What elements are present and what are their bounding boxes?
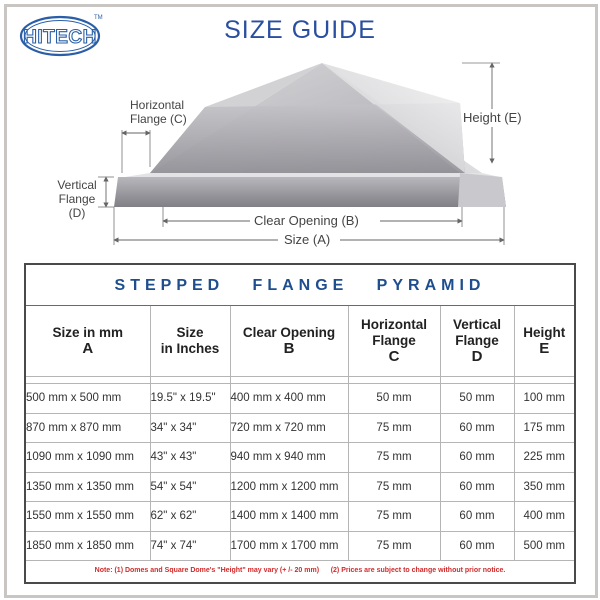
cell-vertical-flange: 50 mm <box>440 384 514 414</box>
label-vertical-flange <box>57 178 97 220</box>
table-row <box>26 531 574 561</box>
cell-height: 225 mm <box>514 443 574 473</box>
header-height-letter: E <box>539 340 550 357</box>
cell-horizontal-flange: 75 mm <box>348 531 440 561</box>
cell-vertical-flange: 60 mm <box>440 443 514 473</box>
spacer-cell <box>26 377 150 384</box>
label-size: Size (A) <box>284 232 331 247</box>
label-horizontal-flange-line2: Flange (C) <box>130 112 187 126</box>
header-vertical-flange-line2: Flange <box>455 333 499 348</box>
header-size-mm-label: Size in mm <box>52 325 124 340</box>
cell-clear-opening: 720 mm x 720 mm <box>230 413 348 443</box>
spacer-cell <box>440 377 514 384</box>
table-row <box>26 413 574 443</box>
spacer-cell <box>230 377 348 384</box>
cell-size-mm: 1350 mm x 1350 mm <box>26 472 150 502</box>
spacer-cell <box>514 377 574 384</box>
trademark-symbol: TM <box>94 15 103 21</box>
cell-clear-opening: 1400 mm x 1400 mm <box>230 502 348 532</box>
header-horizontal-flange-letter: C <box>388 348 400 365</box>
cell-size-mm: 870 mm x 870 mm <box>26 413 150 443</box>
label-vertical-flange-line3: (D) <box>68 206 86 220</box>
table-row <box>26 443 574 473</box>
cell-size-inches: 19.5" x 19.5" <box>150 384 230 414</box>
title-word-size: SIZE <box>224 16 284 44</box>
header-spacer <box>26 377 574 384</box>
cell-size-mm: 500 mm x 500 mm <box>26 384 150 414</box>
cell-size-inches: 62" x 62" <box>150 502 230 532</box>
header-row <box>26 306 574 377</box>
label-height: Height (E) <box>463 110 522 125</box>
header-size-mm-letter: A <box>82 340 94 357</box>
header-height <box>514 306 574 377</box>
cell-size-inches: 34" x 34" <box>150 413 230 443</box>
cell-height: 175 mm <box>514 413 574 443</box>
header-size-inches <box>150 306 230 377</box>
label-horizontal-flange <box>130 98 187 126</box>
header-horizontal-flange-line2: Flange <box>372 333 416 348</box>
pyramid-diagram <box>0 55 600 255</box>
cell-size-mm: 1090 mm x 1090 mm <box>26 443 150 473</box>
cell-vertical-flange: 60 mm <box>440 413 514 443</box>
spacer-cell <box>150 377 230 384</box>
header-vertical-flange-letter: D <box>471 348 483 365</box>
page-title <box>0 16 600 45</box>
table-title: STEPPED FLANGE PYRAMID <box>26 265 574 306</box>
spacer-cell <box>348 377 440 384</box>
cell-horizontal-flange: 75 mm <box>348 413 440 443</box>
cell-vertical-flange: 60 mm <box>440 472 514 502</box>
cell-horizontal-flange: 75 mm <box>348 443 440 473</box>
cell-size-mm: 1850 mm x 1850 mm <box>26 531 150 561</box>
cell-height: 400 mm <box>514 502 574 532</box>
size-table <box>24 263 576 584</box>
table-row <box>26 502 574 532</box>
header-vertical-flange-line1: Vertical <box>452 317 502 332</box>
header-vertical-flange <box>440 306 514 377</box>
label-clear-opening: Clear Opening (B) <box>254 213 359 228</box>
header-size-mm <box>26 306 150 377</box>
cell-height: 500 mm <box>514 531 574 561</box>
cell-size-inches: 54" x 54" <box>150 472 230 502</box>
cell-size-inches: 74" x 74" <box>150 531 230 561</box>
cell-size-inches: 43" x 43" <box>150 443 230 473</box>
svg-text:HITECH: HITECH <box>23 27 97 48</box>
title-word-guide: GUIDE <box>291 16 376 44</box>
cell-clear-opening: 1700 mm x 1700 mm <box>230 531 348 561</box>
header-horizontal-flange <box>348 306 440 377</box>
footnote: Note: (1) Domes and Square Dome's "Height" may vary (+ /- 20 mm) (2) Prices are subject to change without prior notice. <box>94 567 506 574</box>
cell-size-mm: 1550 mm x 1550 mm <box>26 502 150 532</box>
header-horizontal-flange-line1: Horizontal <box>361 317 427 332</box>
cell-horizontal-flange: 50 mm <box>348 384 440 414</box>
cell-clear-opening: 400 mm x 400 mm <box>230 384 348 414</box>
cell-clear-opening: 1200 mm x 1200 mm <box>230 472 348 502</box>
size-grid <box>26 306 574 561</box>
cell-clear-opening: 940 mm x 940 mm <box>230 443 348 473</box>
header-size-inches-line2: in Inches <box>160 341 220 356</box>
cell-vertical-flange: 60 mm <box>440 531 514 561</box>
cell-horizontal-flange: 75 mm <box>348 472 440 502</box>
table-row <box>26 472 574 502</box>
table-row <box>26 384 574 414</box>
label-horizontal-flange-line1: Horizontal <box>130 98 185 112</box>
label-vertical-flange-line2: Flange <box>58 192 96 206</box>
cell-height: 350 mm <box>514 472 574 502</box>
label-vertical-flange-line1: Vertical <box>57 178 97 192</box>
cell-horizontal-flange: 75 mm <box>348 502 440 532</box>
cell-height: 100 mm <box>514 384 574 414</box>
header-size-inches-line1: Size <box>176 325 204 340</box>
header-clear-opening <box>230 306 348 377</box>
cell-vertical-flange: 60 mm <box>440 502 514 532</box>
header-height-label: Height <box>523 325 566 340</box>
header-clear-opening-label: Clear Opening <box>242 325 336 340</box>
header-clear-opening-letter: B <box>283 340 295 357</box>
